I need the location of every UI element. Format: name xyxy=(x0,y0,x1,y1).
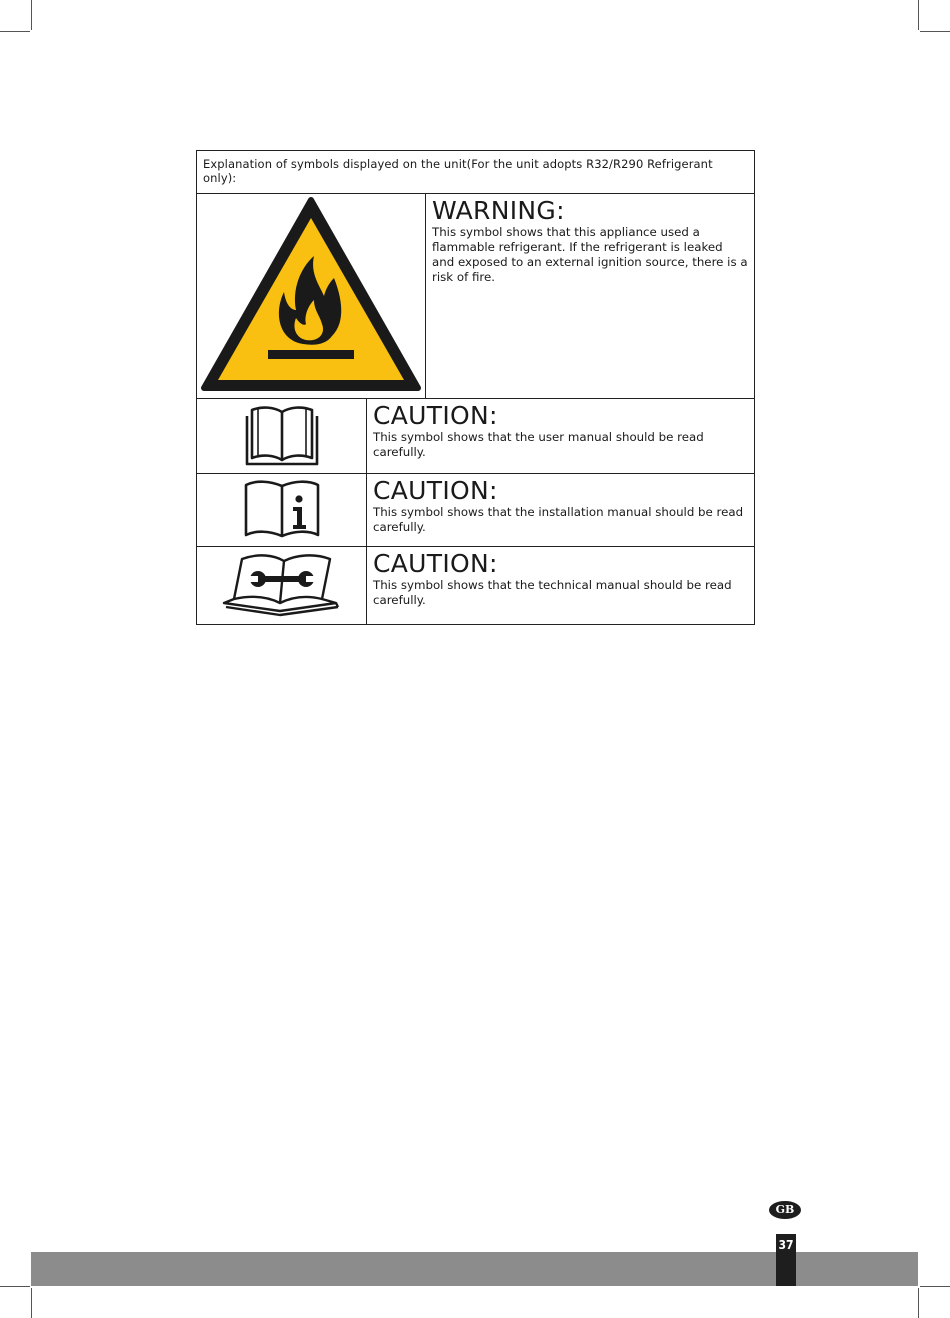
user-manual-icon xyxy=(244,402,320,466)
installation-manual-icon xyxy=(242,477,322,539)
caution-description: This symbol shows that the technical manual should be read carefully. xyxy=(373,578,732,607)
caution-description: This symbol shows that the user manual should be read carefully. xyxy=(373,430,704,459)
crop-mark xyxy=(0,31,30,32)
table-row xyxy=(197,474,755,547)
installation-manual-icon-cell xyxy=(197,474,367,547)
caution-text-cell xyxy=(367,474,755,547)
caution-heading: CAUTION: xyxy=(373,549,498,578)
crop-mark xyxy=(920,1286,950,1287)
caution-description: This symbol shows that the installation manual should be read carefully. xyxy=(373,505,744,534)
crop-mark xyxy=(31,1288,32,1318)
flammable-warning-icon-cell xyxy=(197,194,426,399)
caution-heading: CAUTION: xyxy=(373,401,498,430)
flammable-warning-icon xyxy=(200,194,422,394)
crop-mark xyxy=(918,1288,919,1318)
technical-manual-icon-cell xyxy=(197,547,367,625)
warning-heading: WARNING: xyxy=(432,196,565,225)
table-header-row xyxy=(197,151,755,194)
caution-text-cell xyxy=(367,547,755,625)
table-row xyxy=(197,399,755,474)
caution-text-cell xyxy=(367,399,755,474)
crop-mark xyxy=(0,1286,30,1287)
table-row xyxy=(197,547,755,625)
crop-mark xyxy=(920,31,950,32)
table-row xyxy=(197,194,755,399)
symbols-table xyxy=(196,150,755,625)
warning-text-cell xyxy=(426,194,755,399)
crop-mark xyxy=(918,0,919,30)
user-manual-icon-cell xyxy=(197,399,367,474)
page-number: 37 xyxy=(776,1234,796,1286)
warning-description: This symbol shows that this appliance used a flammable refrigerant. If the refrigerant is leaked and exposed to an external ignition source, there is a risk of fire. xyxy=(432,225,748,284)
table-header: Explanation of symbols displayed on the unit(For the unit adopts R32/R290 Refrigerant only): xyxy=(197,151,755,194)
country-badge: GB xyxy=(769,1201,801,1219)
caution-heading: CAUTION: xyxy=(373,476,498,505)
crop-mark xyxy=(31,0,32,30)
technical-manual-icon xyxy=(218,549,346,619)
